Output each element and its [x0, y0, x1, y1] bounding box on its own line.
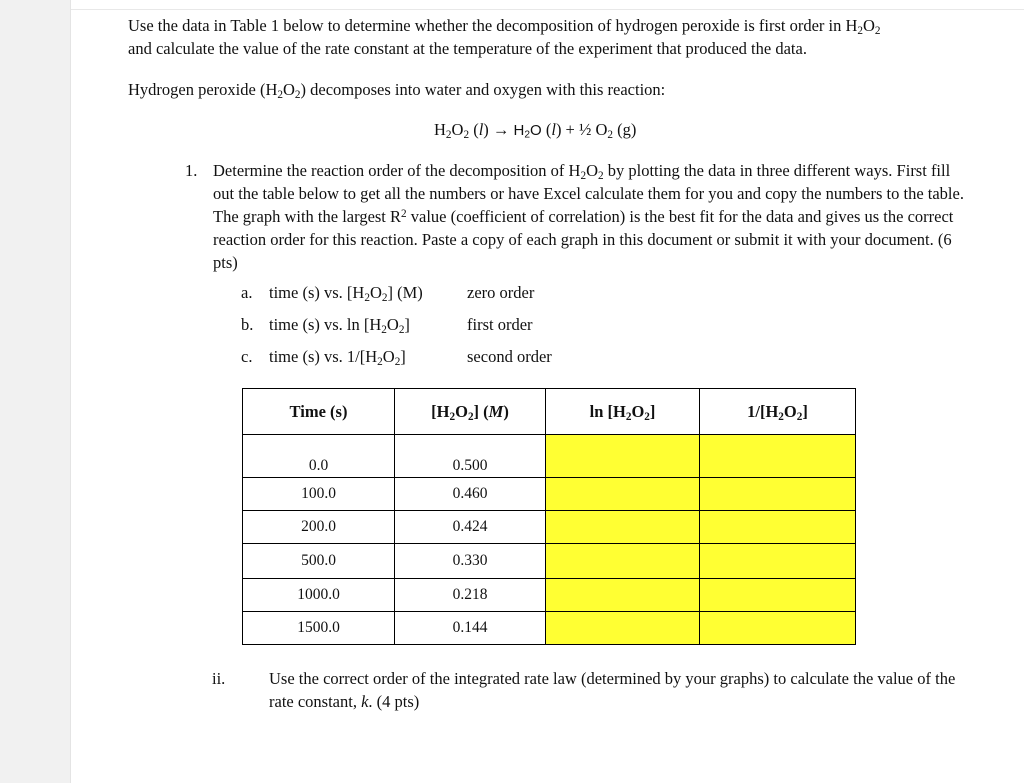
table-row [243, 544, 856, 579]
header-inverse-concentration: $1/[H_2O_2]$ [700, 389, 856, 435]
time-cell: 1500.0 [243, 612, 395, 645]
option-c-order: second order [467, 347, 552, 366]
ln-answer-cell[interactable] [546, 544, 700, 579]
ln-answer-cell[interactable] [546, 579, 700, 612]
table-row [243, 478, 856, 511]
inverse-answer-cell[interactable] [700, 478, 856, 511]
inverse-answer-cell[interactable] [700, 511, 856, 544]
page-top-divider [71, 9, 1024, 10]
table-row [243, 579, 856, 612]
header-ln-concentration: $\ln [H_2O_2]$ [546, 389, 700, 435]
time-cell: 100.0 [243, 478, 395, 511]
option-b-order: first order [467, 315, 533, 334]
table-row [243, 435, 856, 478]
document-page [71, 0, 1024, 783]
question-2-text: Use the correct order of the integrated rate law (determined by your graphs) to calculate the value of the rate constant, k. (4 pts) [269, 669, 956, 711]
concentration-cell: 0.500 [395, 435, 546, 478]
option-b-label: time (s) vs. $\ln [H_2O_2]$ [269, 315, 410, 336]
table-row [243, 612, 856, 645]
question-2-number: ii. [212, 669, 226, 688]
time-cell: 200.0 [243, 511, 395, 544]
inverse-answer-cell[interactable] [700, 544, 856, 579]
option-a-label: time (s) vs. $[H_2O_2]$ (M) [269, 283, 423, 304]
question-1-number: 1. [185, 161, 198, 180]
ln-answer-cell[interactable] [546, 478, 700, 511]
ln-answer-cell[interactable] [546, 435, 700, 478]
header-concentration: $[H_2O_2]$ (M) [395, 389, 546, 435]
option-c-label: time (s) vs. $1/[H_2O_2]$ [269, 347, 406, 368]
data-table [242, 388, 856, 645]
header-time: Time (s) [243, 389, 395, 435]
inverse-answer-cell[interactable] [700, 579, 856, 612]
concentration-cell: 0.144 [395, 612, 546, 645]
table-header-row [243, 389, 856, 435]
intro-line-1: Use the data in Table 1 below to determine whether the decomposition of hydrogen peroxide is first order in $H_2O_2$ [128, 16, 881, 37]
inverse-answer-cell[interactable] [700, 612, 856, 645]
concentration-cell: 0.424 [395, 511, 546, 544]
option-a-order: zero order [467, 283, 535, 302]
time-cell: 500.0 [243, 544, 395, 579]
option-a-letter: a. [241, 283, 253, 302]
ln-answer-cell[interactable] [546, 612, 700, 645]
inverse-answer-cell[interactable] [700, 435, 856, 478]
question-1-text: Determine the reaction order of the decomposition of $H_2O_2$ by plotting the data in three different ways. First fill out the table below to get all the numbers or have Excel calculate them for you and copy the numbers to the table. The graph with the largest $R^2$ value (coefficient of correlation) is the best fit for the data and gives us the correct reaction order for this reaction. Paste a copy of each graph in this document or submit it with your document. (6 pts) [213, 161, 964, 272]
concentration-cell: 0.218 [395, 579, 546, 612]
ln-answer-cell[interactable] [546, 511, 700, 544]
reaction-intro: Hydrogen peroxide $(H_2O_2)$ decomposes into water and oxygen with this reaction: [128, 80, 666, 101]
intro-line-2: and calculate the value of the rate constant at the temperature of the experiment that produced the data. [128, 39, 807, 58]
time-cell: 1000.0 [243, 579, 395, 612]
concentration-cell: 0.460 [395, 478, 546, 511]
option-c-letter: c. [241, 347, 253, 366]
option-b-letter: b. [241, 315, 254, 334]
concentration-cell: 0.330 [395, 544, 546, 579]
table-row [243, 511, 856, 544]
time-cell: 0.0 [243, 435, 395, 478]
reaction-equation: $H_2O_2$ $(l) \to H_2O$ (l) + ½ $O_2$ (g) [434, 120, 637, 141]
